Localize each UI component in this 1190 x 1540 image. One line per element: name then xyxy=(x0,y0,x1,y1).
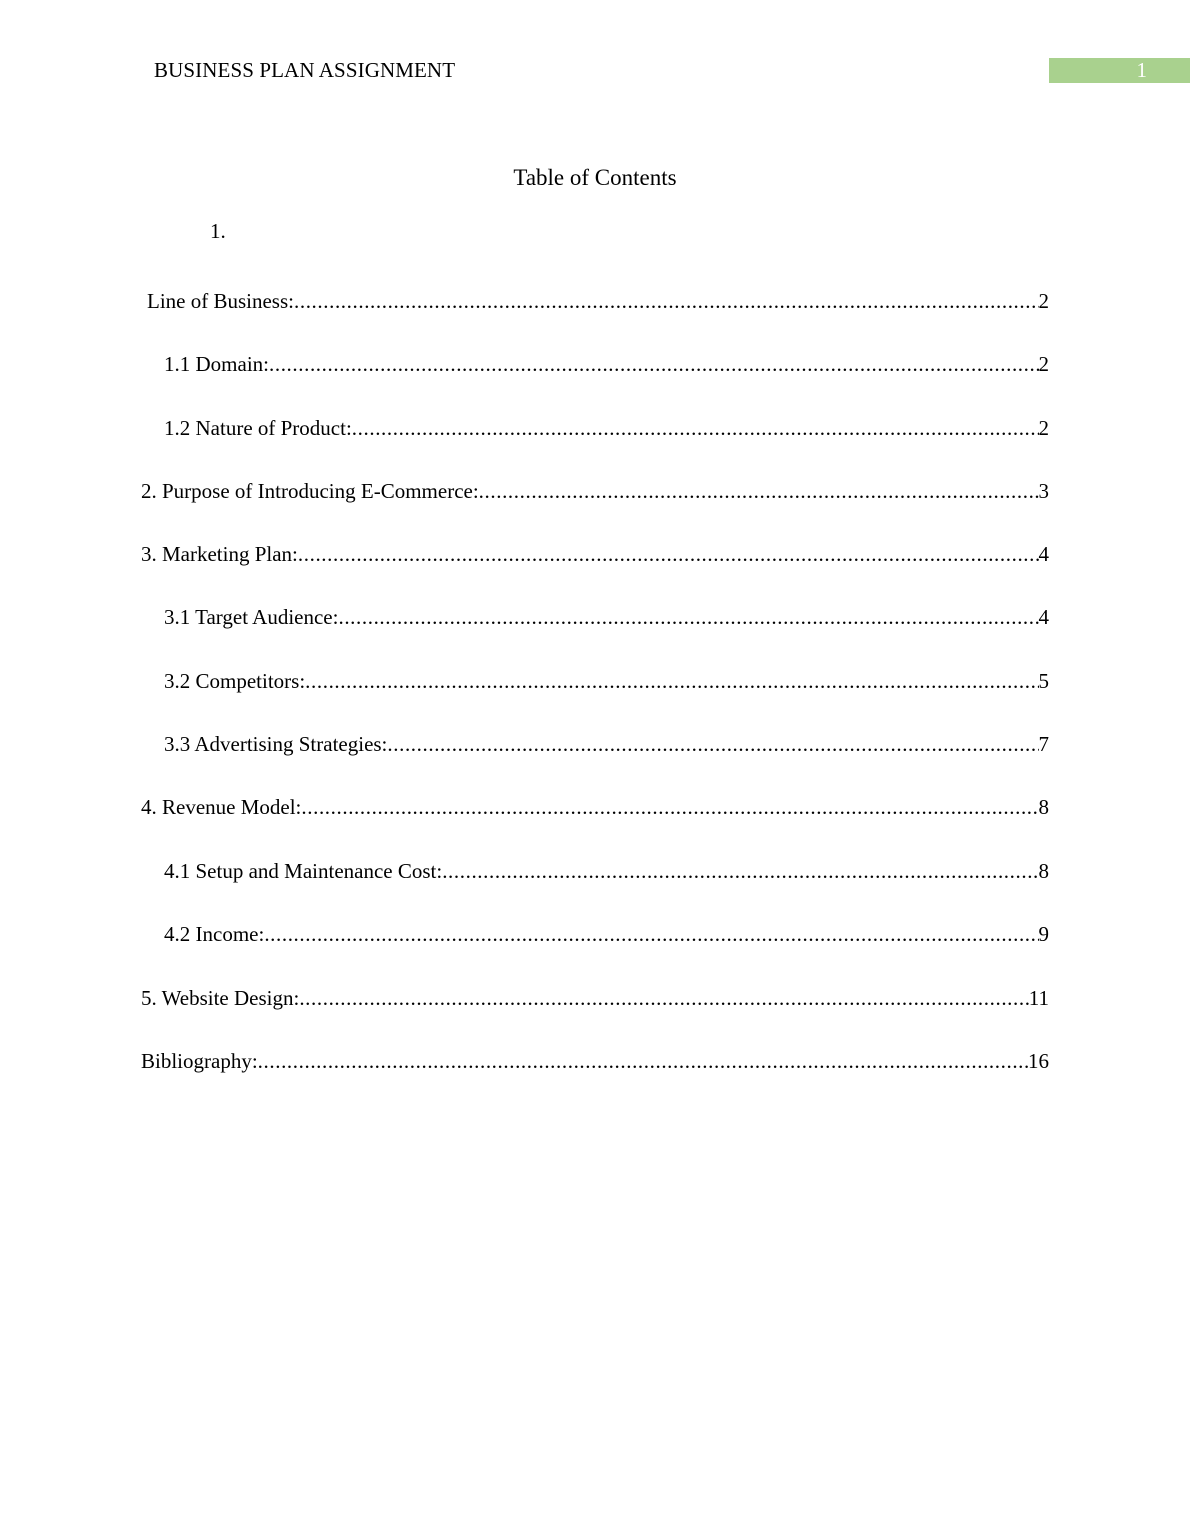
toc-entry-page: 4 xyxy=(1038,542,1049,566)
toc-leader xyxy=(387,730,1038,758)
toc-entry-label: 3.2 Competitors: xyxy=(164,669,306,693)
toc-entry-page: 2 xyxy=(1038,416,1049,440)
toc-entry-marketing-plan[interactable] xyxy=(141,540,1049,568)
toc-leader xyxy=(352,414,1039,442)
toc-entry-label: Line of Business: xyxy=(147,289,294,313)
toc-leader xyxy=(305,667,1038,695)
toc-entry-label: 4.2 Income: xyxy=(164,922,265,946)
toc-entry-page: 8 xyxy=(1038,859,1049,883)
toc-entry-page: 4 xyxy=(1038,605,1049,629)
toc-entry-domain[interactable] xyxy=(164,350,1049,378)
toc-leader xyxy=(298,540,1039,568)
toc-entry-page: 2 xyxy=(1038,289,1049,313)
toc-entry-income[interactable] xyxy=(164,920,1049,948)
toc-entry-page: 8 xyxy=(1038,795,1049,819)
toc-entry-setup-maintenance-cost[interactable] xyxy=(164,857,1049,885)
toc-entry-page: 11 xyxy=(1028,986,1049,1010)
toc-entry-bibliography[interactable] xyxy=(141,1047,1049,1075)
page-number-badge: 1 xyxy=(1049,58,1190,83)
toc-leader xyxy=(294,287,1039,315)
toc-entry-label: 3. Marketing Plan: xyxy=(141,542,298,566)
toc-leader xyxy=(442,857,1038,885)
toc-entry-website-design[interactable] xyxy=(141,984,1049,1012)
toc-entry-label: 5. Website Design: xyxy=(141,986,300,1010)
toc-entry-target-audience[interactable] xyxy=(164,603,1049,631)
toc-entry-label: 4.1 Setup and Maintenance Cost: xyxy=(164,859,443,883)
toc-entry-label: Bibliography: xyxy=(141,1049,258,1073)
toc-entry-page: 16 xyxy=(1028,1049,1049,1073)
list-number: 1. xyxy=(210,219,226,243)
toc-entry-line-of-business[interactable] xyxy=(147,287,1049,315)
toc-leader xyxy=(258,1047,1028,1075)
toc-entry-page: 5 xyxy=(1038,669,1049,693)
toc-entry-label: 2. Purpose of Introducing E-Commerce: xyxy=(141,479,479,503)
toc-title: Table of Contents xyxy=(513,165,677,190)
toc-entry-label: 4. Revenue Model: xyxy=(141,795,302,819)
toc-entry-label: 1.2 Nature of Product: xyxy=(164,416,352,440)
toc-entry-advertising-strategies[interactable] xyxy=(164,730,1049,758)
toc-entry-page: 7 xyxy=(1038,732,1049,756)
toc-entry-page: 2 xyxy=(1038,352,1049,376)
toc-entry-label: 3.1 Target Audience: xyxy=(164,605,339,629)
toc-entry-page: 3 xyxy=(1038,479,1049,503)
header-title: BUSINESS PLAN ASSIGNMENT xyxy=(154,58,456,82)
toc-entry-purpose[interactable] xyxy=(141,477,1049,505)
toc-entry-page: 9 xyxy=(1038,922,1049,946)
toc-leader xyxy=(479,477,1039,505)
toc-leader xyxy=(269,350,1039,378)
toc-entry-nature-of-product[interactable] xyxy=(164,414,1049,442)
toc-leader xyxy=(264,920,1038,948)
toc-entry-label: 1.1 Domain: xyxy=(164,352,269,376)
toc-leader xyxy=(301,793,1038,821)
toc-entry-revenue-model[interactable] xyxy=(141,793,1049,821)
toc-entry-label: 3.3 Advertising Strategies: xyxy=(164,732,388,756)
toc-leader xyxy=(338,603,1038,631)
toc-entry-competitors[interactable] xyxy=(164,667,1049,695)
toc-leader xyxy=(299,984,1028,1012)
